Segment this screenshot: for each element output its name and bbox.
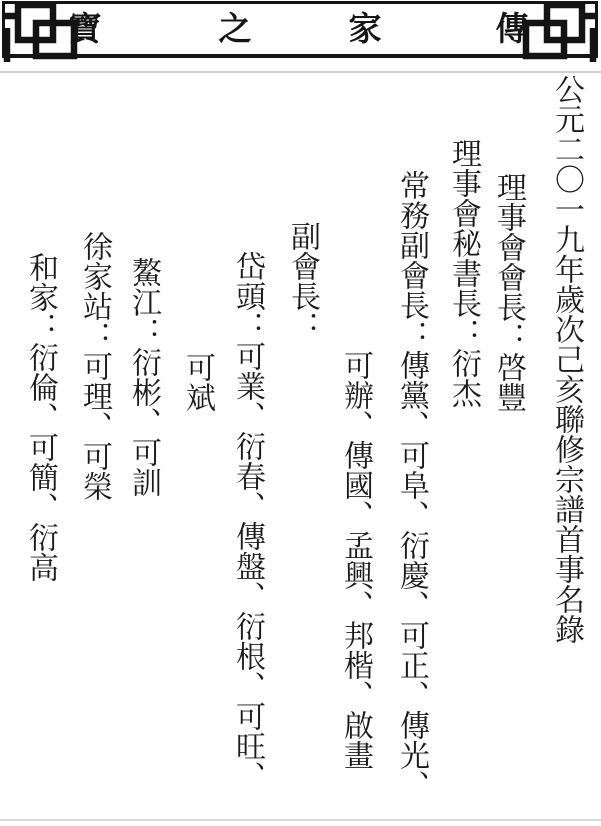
text-column-executive-vice-chairmen-cont: 可辦、傳國、孟興、邦楷、啟畫 <box>339 350 372 770</box>
text-column-hejia: 和家：衍倫、可簡、衍高 <box>24 252 57 582</box>
title-banner <box>2 1 598 58</box>
banner-character: 傳 <box>495 12 529 48</box>
page-bottom-edge <box>0 819 601 821</box>
text-column-secretary-general: 理事會秘書長：衍杰 <box>447 138 480 408</box>
text-column-daitou-cont: 可斌 <box>181 352 214 412</box>
text-column-title: 公元二〇一九年歲次己亥聯修宗譜首事名錄 <box>550 74 583 644</box>
header-divider <box>0 71 601 73</box>
text-column-aojiang: 鰲江：衍彬、可訓 <box>127 257 160 497</box>
banner-character: 寶 <box>68 12 102 48</box>
text-column-vice-chairmen-label: 副會長： <box>286 221 319 341</box>
text-column-chairman: 理事會會長：啓豐 <box>492 172 525 412</box>
banner-character: 家 <box>348 12 382 48</box>
banner-character: 之 <box>218 12 252 48</box>
text-column-xujiazhan: 徐家站：可理、可榮 <box>78 231 111 501</box>
text-column-executive-vice-chairmen: 常務副會長：傳黨、可阜、衍慶、可正、傳光、 <box>395 170 428 800</box>
text-column-daitou: 岱頭：可業、衍春、傳盤、衍根、可旺、 <box>231 251 264 791</box>
